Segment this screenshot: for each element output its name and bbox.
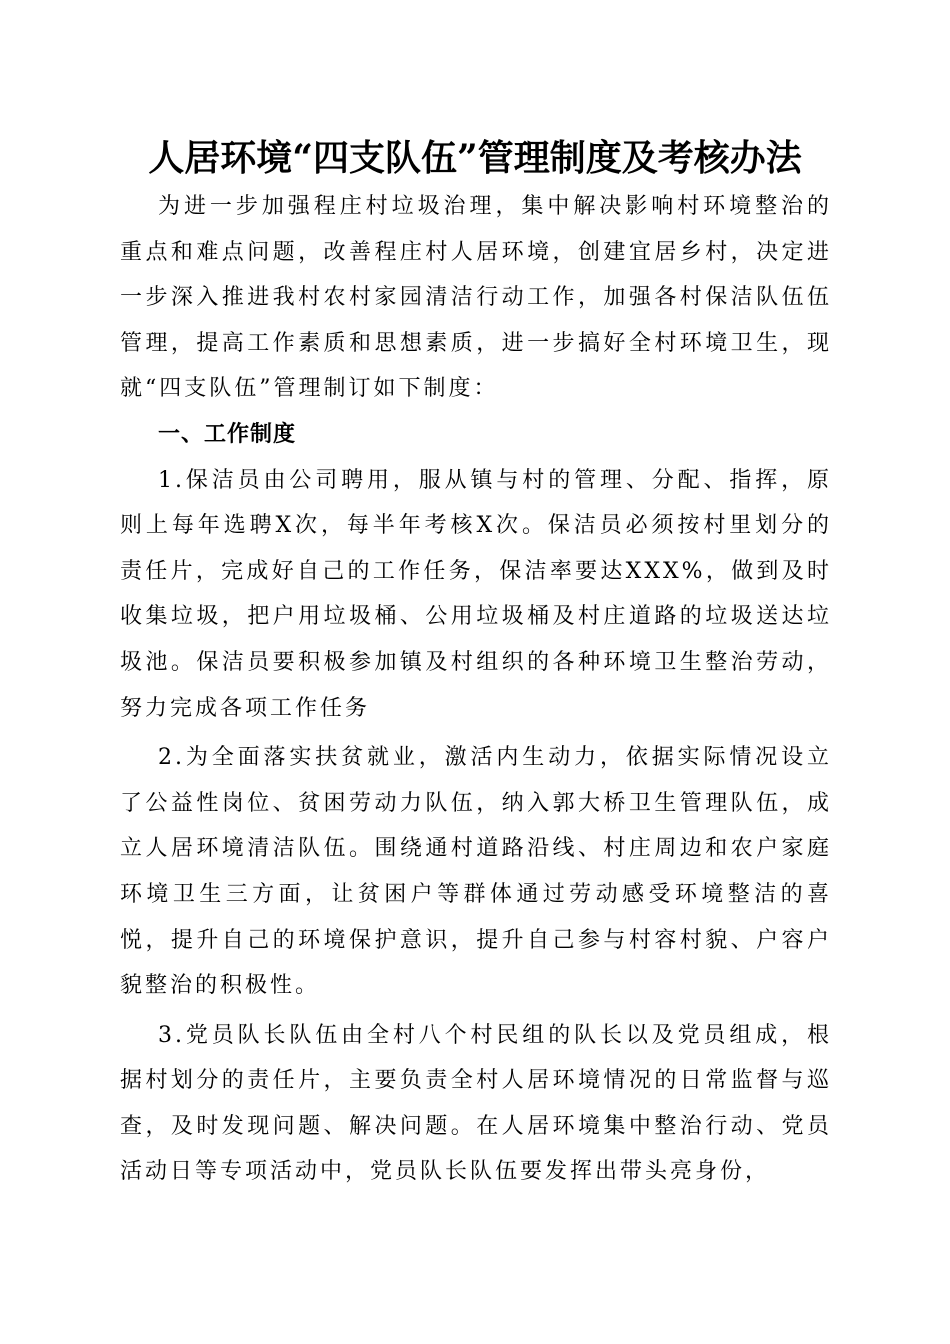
rule-item-3: 3.党员队长队伍由全村八个村民组的队长以及党员组成，根据村划分的责任片，主要负责全村人居环境情况的日常监督与巡查，及时发现问题、解决问题。在人居环境集中整治行动、党员活动日等专项活动中，党员队长队伍要发挥出带头亮身份， xyxy=(120,1022,832,1185)
rule-item-1: 1.保洁员由公司聘用，服从镇与村的管理、分配、指挥，原则上每年选聘X次，每半年考核X次。保洁员必须按村里划分的责任片，完成好自己的工作任务，保洁率要达XXX%，做到及时收集垃圾，把户用垃圾桶、公用垃圾桶及村庄道路的垃圾送达垃圾池。保洁员要积极参加镇及村组织的各种环境卫生整治劳动，努力完成各项工作任务 xyxy=(120,467,832,721)
document-body xyxy=(120,184,832,1195)
rule-item-2: 2.为全面落实扶贫就业，激活内生动力，依据实际情况设立了公益性岗位、贫困劳动力队伍，纳入郭大桥卫生管理队伍，成立人居环境清洁队伍。围绕通村道路沿线、村庄周边和农户家庭环境卫生三方面，让贫困户等群体通过劳动感受环境整洁的喜悦，提升自己的环境保护意识，提升自己参与村容村貌、户容户貌整治的积极性。 xyxy=(120,745,832,999)
intro-paragraph: 为进一步加强程庄村垃圾治理，集中解决影响村环境整治的重点和难点问题，改善程庄村人居环境，创建宜居乡村，决定进一步深入推进我村农村家园清洁行动工作，加强各村保洁队伍伍管理，提高工作素质和思想素质，进一步搞好全村环境卫生，现就“四支队伍”管理制订如下制度： xyxy=(120,194,832,402)
section-heading-work-rules: 一、工作制度 xyxy=(158,421,297,447)
document-title: 人居环境“四支队伍”管理制度及考核办法 xyxy=(148,137,802,179)
